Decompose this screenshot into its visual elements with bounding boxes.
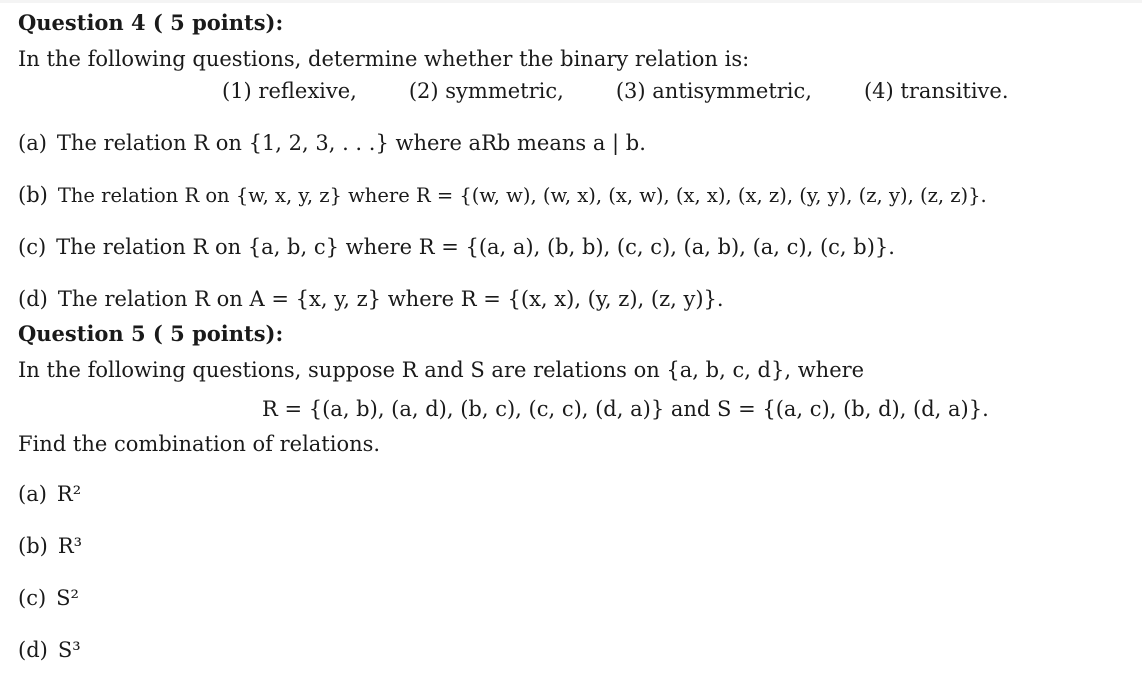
item-text: The relation R on {1, 2, 3, . . .} where aRb means a | b. [56,131,646,155]
item-label: (d) [18,287,48,311]
property-symmetric: (2) symmetric, [408,79,564,103]
properties-list [222,78,1009,104]
question-5-item-b [18,533,82,559]
property-antisymmetric: (3) antisymmetric, [615,79,812,103]
item-text: The relation R on {w, x, y, z} where R = {(w, w), (w, x), (x, w), (x, x), (x, z), (y, y), (z, y), (z, z)}. [57,184,987,207]
item-text: The relation R on {a, b, c} where R = {(a, a), (b, b), (c, c), (a, b), (a, c), (c, b)}. [56,235,895,259]
question-4-item-a [18,130,646,156]
property-transitive: (4) transitive. [863,79,1009,103]
question-4-item-b [18,182,987,209]
item-label: (c) [18,586,47,610]
item-label: (b) [18,183,48,207]
property-reflexive: (1) reflexive, [222,79,357,103]
item-text: The relation R on A = {x, y, z} where R = {(x, x), (y, z), (z, y)}. [57,287,724,311]
item-label: (b) [18,534,48,558]
question-5-instruction: Find the combination of relations. [18,432,381,456]
question-4-item-d [18,286,724,312]
question-5-item-c [18,585,79,611]
item-text: S³ [57,638,81,662]
item-label: (d) [18,638,48,662]
top-divider [0,0,1142,3]
question-5-item-a [18,481,81,507]
item-text: R³ [57,534,83,558]
question-5-intro: In the following questions, suppose R and S are relations on {a, b, c, d}, where [18,358,865,382]
question-5-heading: Question 5 ( 5 points): [18,321,284,346]
question-4-heading: Question 4 ( 5 points): [18,10,284,35]
item-label: (a) [18,131,47,155]
question-5-item-d [18,637,81,663]
relations-definition: R = {(a, b), (a, d), (b, c), (c, c), (d, a)} and S = {(a, c), (b, d), (d, a)}. [262,397,989,421]
item-text: R² [56,482,82,506]
item-label: (a) [18,482,47,506]
item-text: S² [56,586,79,610]
question-4-intro: In the following questions, determine whether the binary relation is: [18,47,750,71]
item-label: (c) [18,235,47,259]
question-4-item-c [18,234,895,260]
